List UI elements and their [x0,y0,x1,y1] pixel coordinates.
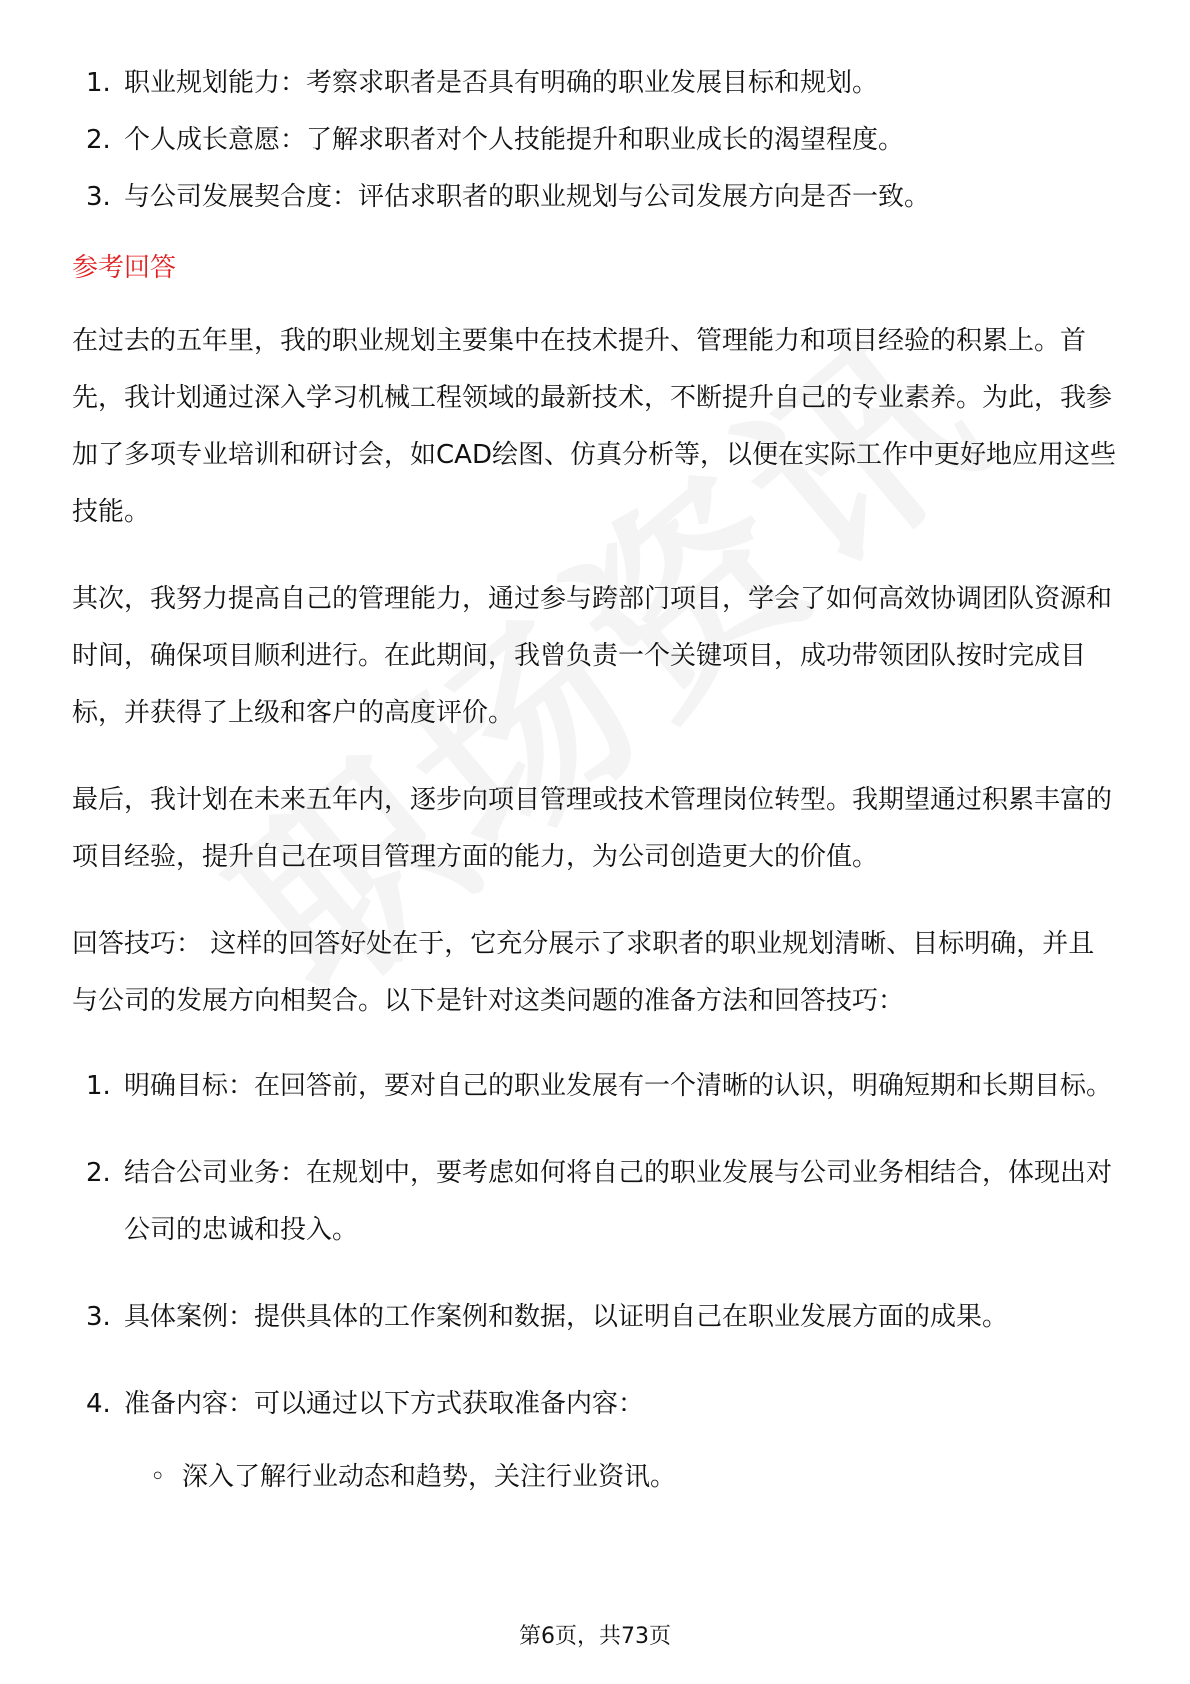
list-number: 3. [86,182,111,212]
list-item-text: 具体案例：提供具体的工作案例和数据，以证明自己在职业发展方面的成果。 [124,1302,1009,1332]
list-item-text: 明确目标：在回答前，要对自己的职业发展有一个清晰的认识，明确短期和长期目标。 [124,1071,1113,1101]
intro-list [72,55,1118,226]
list-number: 1. [86,68,111,98]
list-number: 1. [86,1071,111,1101]
list-number: 3. [86,1302,111,1332]
reference-answer-heading: 参考回答 [72,253,177,283]
page-content [72,55,1118,1506]
list-item [72,1145,1118,1259]
list-number: 4. [86,1389,111,1419]
list-item [72,112,1118,169]
list-item-text: 结合公司业务：在规划中，要考虑如何将自己的职业发展与公司业务相结合，体现出对公司的忠诚和投入。 [124,1158,1113,1245]
list-item [72,169,1118,226]
tips-list [72,1058,1118,1433]
list-item [72,55,1118,112]
list-item [72,1289,1118,1346]
list-item [72,1058,1118,1115]
list-item-text: 职业规划能力：考察求职者是否具有明确的职业发展目标和规划。 [124,68,879,98]
bullet-icon: ◦ [150,1462,166,1492]
list-item-text: 与公司发展契合度：评估求职者的职业规划与公司发展方向是否一致。 [124,182,931,212]
answer-paragraph: 最后，我计划在未来五年内，逐步向项目管理或技术管理岗位转型。我期望通过积累丰富的项目经验，提升自己在项目管理方面的能力，为公司创造更大的价值。 [72,785,1113,872]
answer-paragraph: 在过去的五年里，我的职业规划主要集中在技术提升、管理能力和项目经验的积累上。首先，我计划通过深入学习机械工程领域的最新技术，不断提升自己的专业素养。为此，我参加了多项专业培训和研讨会，如CAD绘图、仿真分析等，以便在实际工作中更好地应用这些技能。 [72,326,1116,527]
page-number-footer: 第6页，共73页 [519,1624,671,1649]
answer-tips-paragraph: 回答技巧： 这样的回答好处在于，它充分展示了求职者的职业规划清晰、目标明确，并且与公司的发展方向相契合。以下是针对这类问题的准备方法和回答技巧： [72,929,1095,1016]
list-number: 2. [86,1158,111,1188]
sub-list-item [72,1449,1118,1506]
sub-list-item-text: 深入了解行业动态和趋势，关注行业资讯。 [182,1462,677,1492]
list-item-text: 个人成长意愿：了解求职者对个人技能提升和职业成长的渴望程度。 [124,125,905,155]
list-item-text: 准备内容：可以通过以下方式获取准备内容： [124,1389,645,1419]
list-item [72,1376,1118,1433]
answer-paragraph: 其次，我努力提高自己的管理能力，通过参与跨部门项目，学会了如何高效协调团队资源和时间，确保项目顺利进行。在此期间，我曾负责一个关键项目，成功带领团队按时完成目标，并获得了上级和客户的高度评价。 [72,584,1113,728]
list-number: 2. [86,125,111,155]
